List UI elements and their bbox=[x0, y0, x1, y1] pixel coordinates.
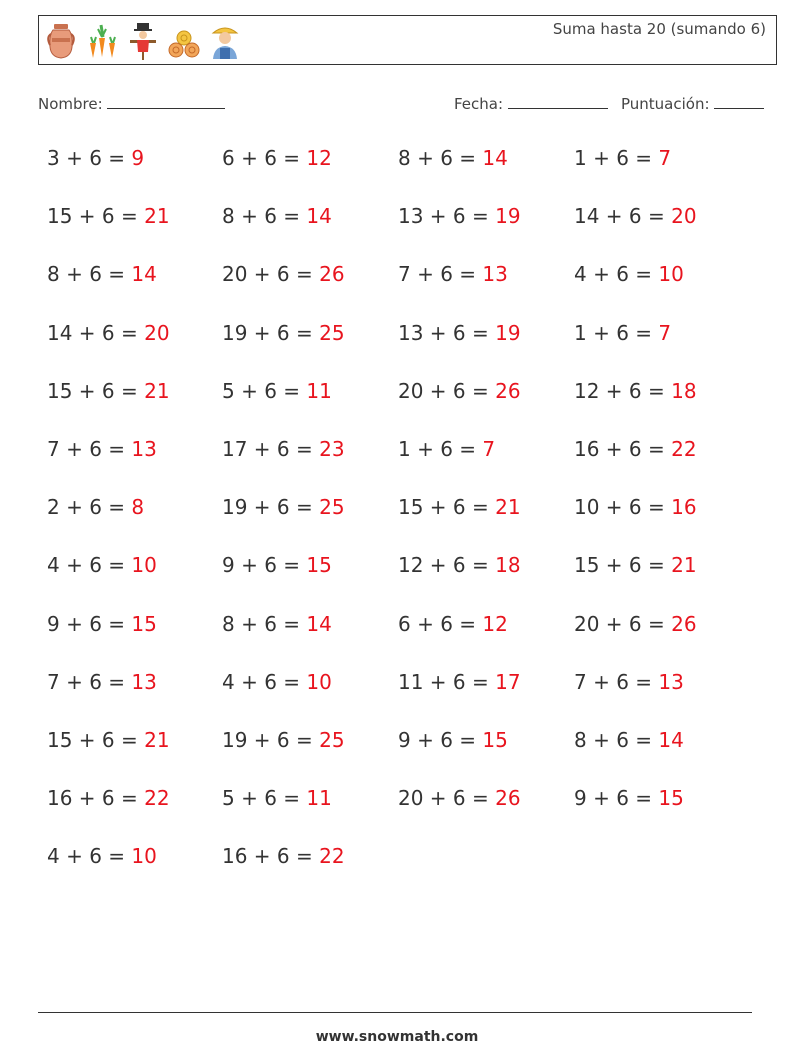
date-field bbox=[454, 94, 608, 113]
problem-expression: 19 + 6 = bbox=[222, 320, 320, 345]
problem-expression: 15 + 6 = bbox=[47, 728, 145, 752]
addition-problem bbox=[47, 670, 157, 694]
problem-answer: 21 bbox=[144, 728, 170, 752]
scarecrow-icon bbox=[127, 21, 159, 61]
problem-answer: 13 bbox=[131, 437, 157, 461]
problem-expression: 9 + 6 = bbox=[398, 728, 483, 752]
problem-expression: 9 + 6 = bbox=[222, 553, 307, 578]
problem-answer: 10 bbox=[131, 844, 157, 869]
problem-answer: 26 bbox=[495, 786, 521, 811]
score-blank bbox=[714, 94, 764, 109]
name-label: Nombre: bbox=[38, 95, 103, 113]
problem-expression: 5 + 6 = bbox=[222, 378, 307, 403]
problem-answer: 23 bbox=[319, 437, 345, 461]
addition-problem bbox=[222, 844, 345, 868]
problem-answer: 12 bbox=[306, 146, 332, 170]
problem-expression: 6 + 6 = bbox=[222, 146, 307, 170]
problem-answer: 13 bbox=[658, 669, 684, 694]
problem-answer: 10 bbox=[306, 669, 332, 694]
icon-strip bbox=[45, 21, 241, 61]
addition-problem bbox=[222, 495, 345, 519]
problem-answer: 14 bbox=[658, 728, 684, 752]
addition-problem bbox=[222, 553, 332, 577]
farmer-icon bbox=[209, 21, 241, 61]
problem-answer: 26 bbox=[319, 262, 345, 287]
problem-expression: 6 + 6 = bbox=[398, 611, 483, 636]
problem-expression: 19 + 6 = bbox=[222, 728, 320, 752]
score-label: Puntuación: bbox=[621, 95, 710, 113]
problem-expression: 7 + 6 = bbox=[47, 669, 132, 694]
problem-expression: 14 + 6 = bbox=[47, 320, 145, 345]
problem-expression: 11 + 6 = bbox=[398, 669, 496, 694]
addition-problem bbox=[47, 146, 144, 170]
problem-expression: 7 + 6 = bbox=[47, 437, 132, 461]
problem-expression: 15 + 6 = bbox=[47, 378, 145, 403]
addition-problem bbox=[574, 670, 684, 694]
problem-answer: 12 bbox=[482, 611, 508, 636]
problem-expression: 20 + 6 = bbox=[222, 262, 320, 287]
problem-answer: 11 bbox=[306, 378, 332, 403]
addition-problem bbox=[398, 204, 521, 228]
problem-answer: 19 bbox=[495, 320, 521, 345]
addition-problem bbox=[398, 321, 521, 345]
problem-answer: 8 bbox=[131, 495, 145, 520]
addition-problem bbox=[47, 262, 157, 286]
problem-expression: 14 + 6 = bbox=[574, 204, 672, 229]
problem-answer: 18 bbox=[671, 378, 697, 403]
jug-icon bbox=[45, 21, 77, 61]
problem-expression: 4 + 6 = bbox=[47, 844, 132, 869]
problem-expression: 16 + 6 = bbox=[47, 786, 145, 811]
problem-expression: 13 + 6 = bbox=[398, 320, 496, 345]
date-blank bbox=[508, 94, 608, 109]
problem-expression: 12 + 6 = bbox=[574, 378, 672, 403]
addition-problem bbox=[398, 262, 508, 286]
problem-expression: 4 + 6 = bbox=[222, 669, 307, 694]
problem-expression: 9 + 6 = bbox=[574, 786, 659, 811]
addition-problem bbox=[398, 437, 495, 461]
problem-answer: 11 bbox=[306, 786, 332, 811]
addition-problem bbox=[574, 437, 697, 461]
addition-problem bbox=[222, 146, 332, 170]
addition-problem bbox=[574, 495, 697, 519]
problem-expression: 2 + 6 = bbox=[47, 495, 132, 520]
problem-answer: 10 bbox=[658, 262, 684, 287]
problem-answer: 25 bbox=[319, 320, 345, 345]
problem-answer: 16 bbox=[671, 495, 697, 520]
problem-answer: 15 bbox=[482, 728, 508, 752]
problem-answer: 15 bbox=[658, 786, 684, 811]
problem-answer: 14 bbox=[131, 262, 157, 287]
problem-answer: 21 bbox=[671, 553, 697, 578]
problem-expression: 7 + 6 = bbox=[398, 262, 483, 287]
problem-answer: 7 bbox=[482, 437, 496, 461]
carrots-icon bbox=[86, 21, 118, 61]
addition-problem bbox=[47, 495, 144, 519]
addition-problem bbox=[47, 844, 157, 868]
problem-expression: 8 + 6 = bbox=[222, 204, 307, 229]
addition-problem bbox=[398, 612, 508, 636]
addition-problem bbox=[222, 728, 345, 752]
addition-problem bbox=[574, 262, 684, 286]
addition-problem bbox=[222, 670, 332, 694]
problem-answer: 26 bbox=[671, 611, 697, 636]
addition-problem bbox=[398, 670, 521, 694]
problem-answer: 14 bbox=[306, 611, 332, 636]
problem-answer: 9 bbox=[131, 146, 145, 170]
problem-answer: 21 bbox=[495, 495, 521, 520]
problem-answer: 15 bbox=[131, 611, 157, 636]
problem-answer: 25 bbox=[319, 495, 345, 520]
problem-answer: 21 bbox=[144, 204, 170, 229]
problem-expression: 1 + 6 = bbox=[398, 437, 483, 461]
addition-problem bbox=[222, 204, 332, 228]
addition-problem bbox=[47, 728, 170, 752]
problem-expression: 20 + 6 = bbox=[398, 378, 496, 403]
problem-expression: 12 + 6 = bbox=[398, 553, 496, 578]
problem-expression: 16 + 6 = bbox=[222, 844, 320, 869]
name-field bbox=[38, 94, 225, 113]
addition-problem bbox=[47, 379, 170, 403]
problem-expression: 3 + 6 = bbox=[47, 146, 132, 170]
header-box bbox=[38, 15, 777, 65]
footer-url: www.snowmath.com bbox=[315, 1029, 479, 1045]
problem-answer: 26 bbox=[495, 378, 521, 403]
problem-answer: 10 bbox=[131, 553, 157, 578]
problem-expression: 19 + 6 = bbox=[222, 495, 320, 520]
problem-answer: 19 bbox=[495, 204, 521, 229]
problem-expression: 8 + 6 = bbox=[222, 611, 307, 636]
problem-expression: 5 + 6 = bbox=[222, 786, 307, 811]
problem-answer: 22 bbox=[144, 786, 170, 811]
name-blank bbox=[107, 94, 225, 109]
problem-answer: 20 bbox=[671, 204, 697, 229]
problem-expression: 4 + 6 = bbox=[574, 262, 659, 287]
problem-answer: 7 bbox=[658, 320, 672, 345]
addition-problem bbox=[574, 728, 684, 752]
problem-answer: 25 bbox=[319, 728, 345, 752]
problem-answer: 15 bbox=[306, 553, 332, 578]
problem-answer: 14 bbox=[306, 204, 332, 229]
hay-bales-icon bbox=[168, 21, 200, 61]
addition-problem bbox=[398, 146, 508, 170]
addition-problem bbox=[574, 612, 697, 636]
date-label: Fecha: bbox=[454, 95, 504, 113]
addition-problem bbox=[47, 553, 157, 577]
problem-expression: 7 + 6 = bbox=[574, 669, 659, 694]
addition-problem bbox=[47, 612, 157, 636]
problem-answer: 20 bbox=[144, 320, 170, 345]
problem-answer: 22 bbox=[671, 437, 697, 461]
problem-expression: 8 + 6 = bbox=[47, 262, 132, 287]
addition-problem bbox=[574, 204, 697, 228]
problem-answer: 14 bbox=[482, 146, 508, 170]
problem-answer: 18 bbox=[495, 553, 521, 578]
problem-expression: 20 + 6 = bbox=[574, 611, 672, 636]
problem-expression: 9 + 6 = bbox=[47, 611, 132, 636]
problem-expression: 4 + 6 = bbox=[47, 553, 132, 578]
problem-expression: 16 + 6 = bbox=[574, 437, 672, 461]
addition-problem bbox=[222, 786, 332, 810]
addition-problem bbox=[574, 146, 671, 170]
problem-answer: 13 bbox=[482, 262, 508, 287]
problem-expression: 13 + 6 = bbox=[398, 204, 496, 229]
problem-answer: 7 bbox=[658, 146, 672, 170]
addition-problem bbox=[222, 379, 332, 403]
problem-expression: 15 + 6 = bbox=[47, 204, 145, 229]
addition-problem bbox=[398, 495, 521, 519]
addition-problem bbox=[47, 786, 170, 810]
addition-problem bbox=[574, 553, 697, 577]
addition-problem bbox=[398, 786, 521, 810]
problem-expression: 17 + 6 = bbox=[222, 437, 320, 461]
addition-problem bbox=[574, 786, 684, 810]
addition-problem bbox=[574, 379, 697, 403]
problem-expression: 8 + 6 = bbox=[398, 146, 483, 170]
problem-answer: 22 bbox=[319, 844, 345, 869]
problem-expression: 10 + 6 = bbox=[574, 495, 672, 520]
addition-problem bbox=[222, 612, 332, 636]
addition-problem bbox=[47, 437, 157, 461]
problem-expression: 15 + 6 = bbox=[398, 495, 496, 520]
addition-problem bbox=[222, 321, 345, 345]
problem-expression: 1 + 6 = bbox=[574, 146, 659, 170]
problem-expression: 20 + 6 = bbox=[398, 786, 496, 811]
problem-expression: 15 + 6 = bbox=[574, 553, 672, 578]
addition-problem bbox=[398, 553, 521, 577]
addition-problem bbox=[398, 728, 508, 752]
addition-problem bbox=[222, 437, 345, 461]
score-field bbox=[621, 94, 764, 113]
worksheet-title: Suma hasta 20 (sumando 6) bbox=[552, 20, 766, 38]
problem-answer: 21 bbox=[144, 378, 170, 403]
problem-expression: 8 + 6 = bbox=[574, 728, 659, 752]
addition-problem bbox=[47, 321, 170, 345]
problem-answer: 17 bbox=[495, 669, 521, 694]
problem-answer: 13 bbox=[131, 669, 157, 694]
addition-problem bbox=[574, 321, 671, 345]
addition-problem bbox=[398, 379, 521, 403]
addition-problem bbox=[222, 262, 345, 286]
addition-problem bbox=[47, 204, 170, 228]
problem-expression: 1 + 6 = bbox=[574, 320, 659, 345]
footer-divider bbox=[38, 1012, 752, 1013]
